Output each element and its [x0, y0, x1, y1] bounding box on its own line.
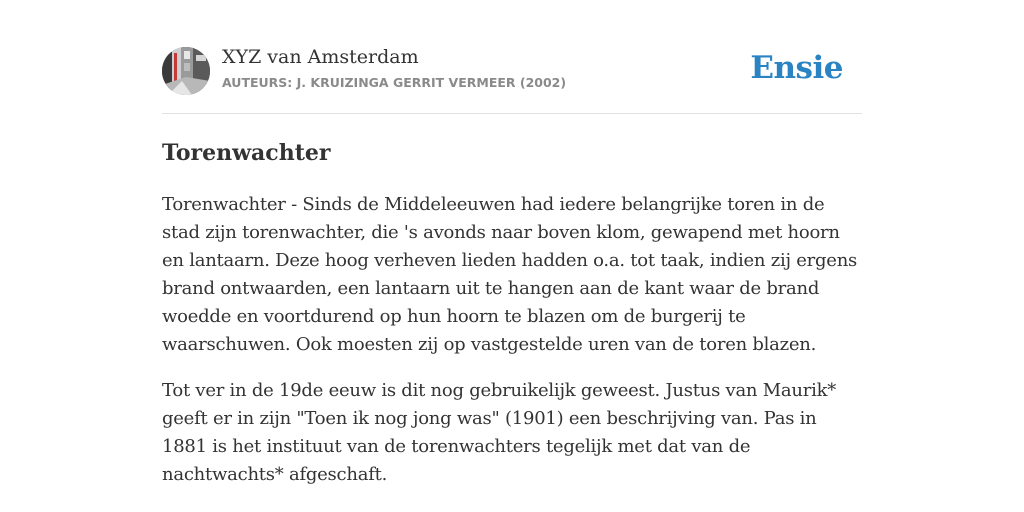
entry-card [162, 46, 862, 489]
source-header [162, 46, 862, 114]
entry-paragraph: Tot ver in de 19de eeuw is dit nog gebruikelijk geweest. Justus van Maurik* geeft er in zijn "Toen ik nog jong was" (1901) een beschrijving van. Pas in 1881 is het instituut van de torenwachters tegelijk met dat van de nachtwachts* afgeschaft. [162, 380, 837, 485]
entry-body [162, 191, 862, 489]
ensie-logo[interactable]: Ensie [750, 50, 843, 86]
entry-paragraph: Torenwachter - Sinds de Middeleeuwen had iedere belangrijke toren in de stad zijn torenwachter, die 's avonds naar boven klom, gewapend met hoorn en lantaarn. Deze hoog verheven lieden hadden o.a. tot taak, indien zij ergens brand ontwaarden, een lantaarn uit te hangen aan de kant waar de brand woedde en voortdurend op hun hoorn te blazen om de burgerij te waarschuwen. Ook moesten zij op vastgestelde uren van de toren blazen. [162, 194, 858, 355]
authors-line: AUTEURS: J. KRUIZINGA GERRIT VERMEER (2002) [222, 75, 567, 90]
book-cover-photo-icon[interactable] [162, 47, 210, 95]
entry-title: Torenwachter [162, 140, 331, 166]
book-title-link[interactable]: XYZ van Amsterdam [222, 46, 419, 68]
